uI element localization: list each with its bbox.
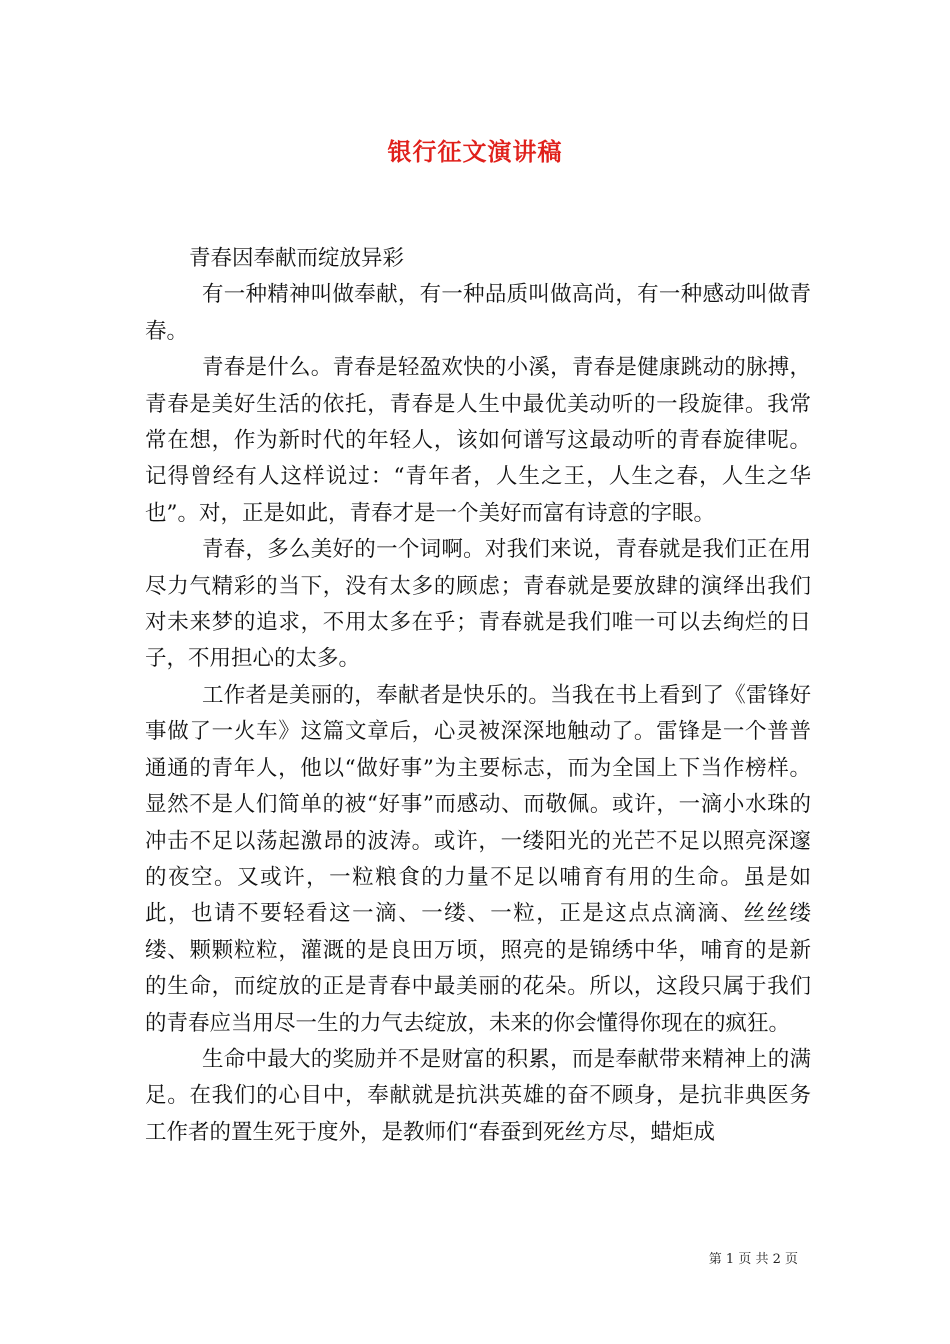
document-subtitle: 青春因奉献而绽放异彩 — [189, 246, 405, 271]
paragraph-5: 生命中最大的奖励并不是财富的积累，而是奉献带来精神上的满足。在我们的心目中，奉献就是抗洪英雄的奋不顾身，是抗非典医务工作者的置生死于度外，是教师们“春蚕到死丝方尽，蜡炬成 — [145, 1046, 811, 1145]
paragraph-1: 有一种精神叫做奉献，有一种品质叫做高尚，有一种感动叫做青春。 — [145, 282, 811, 344]
document-title: 银行征文演讲稿 — [387, 137, 563, 166]
page-number-footer: 第 1 页 共 2 页 — [708, 1252, 798, 1267]
paragraph-4: 工作者是美丽的，奉献者是快乐的。当我在书上看到了《雷锋好事做了一火车》这篇文章后，心灵被深深地触动了。雷锋是一个普普通通的青年人，他以“做好事”为主要标志，而为全国上下当作榜样。显然不是人们简单的被“好事”而感动、而敬佩。或许，一滴小水珠的冲击不足以荡起激昂的波涛。或许，一缕阳光的光芒不足以照亮深邃的夜空。又或许，一粒粮食的力量不足以哺育有用的生命。虽是如此，也请不要轻看这一滴、一缕、一粒，正是这点点滴滴、丝丝缕缕、颗颗粒粒，灌溉的是良田万顷，照亮的是锦绣中华，哺育的是新的生命，而绽放的正是青春中最美丽的花朵。所以，这段只属于我们的青春应当用尽一生的力气去绽放，未来的你会懂得你现在的疯狂。 — [145, 682, 811, 1036]
document-body — [145, 241, 811, 1151]
paragraph-2: 青春是什么。青春是轻盈欢快的小溪，青春是健康跳动的脉搏，青春是美好生活的依托，青春是人生中最优美动听的一段旋律。我常常在想，作为新时代的年轻人，该如何谱写这最动听的青春旋律呢。记得曾经有人这样说过：“青年者，人生之王，人生之春，人生之华也”。对，正是如此，青春才是一个美好而富有诗意的字眼。 — [145, 355, 811, 526]
paragraph-3: 青春，多么美好的一个词啊。对我们来说，青春就是我们正在用尽力气精彩的当下，没有太多的顾虑；青春就是要放肆的演绎出我们对未来梦的追求，不用太多在乎；青春就是我们唯一可以去绚烂的日子，不用担心的太多。 — [145, 537, 811, 672]
